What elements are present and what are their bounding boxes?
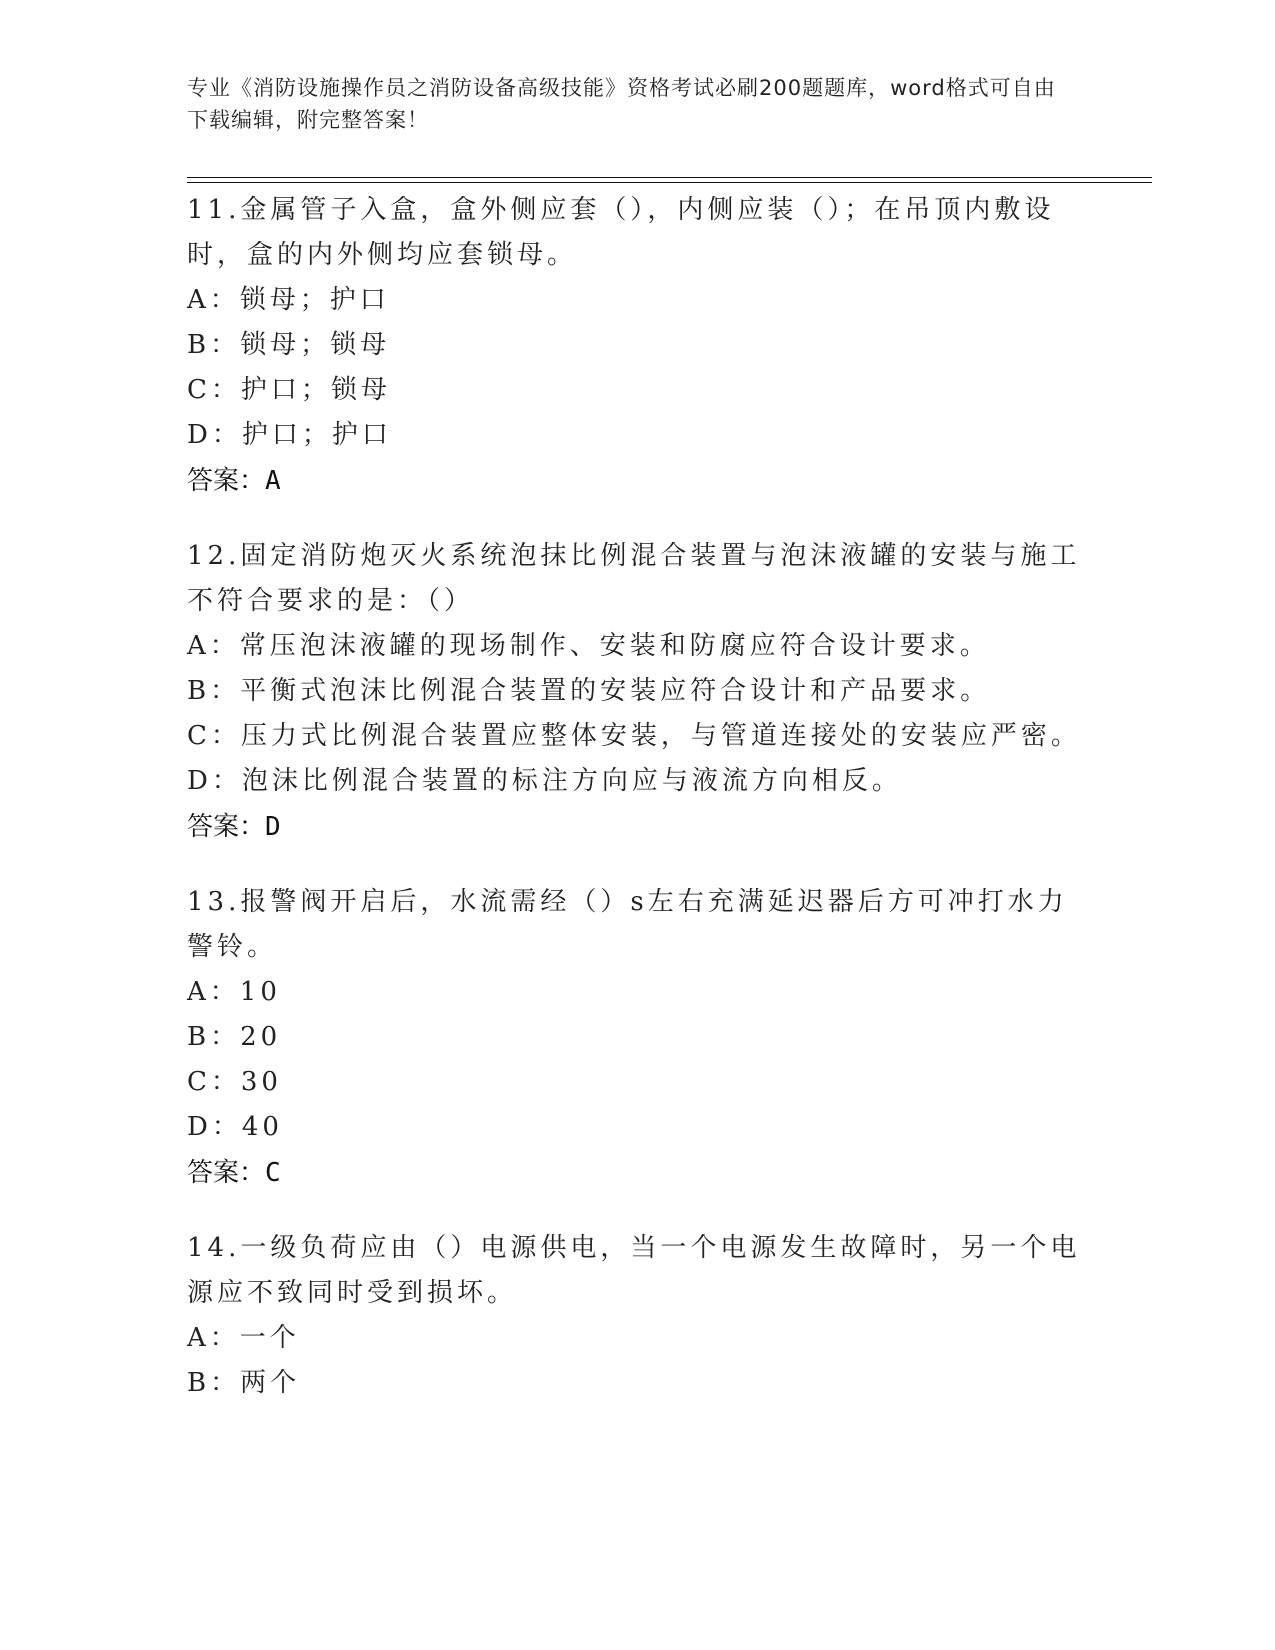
option-c: C：压力式比例混合装置应整体安装，与管道连接处的安装应严密。 bbox=[187, 721, 1081, 751]
question-stem: 11.金属管子入盒，盒外侧应套（），内侧应装（）；在吊顶内敷设时，盒的内外侧均应套锁母。 bbox=[187, 195, 1055, 270]
answer-label: 答案： bbox=[187, 1158, 266, 1188]
option-a: A：常压泡沫液罐的现场制作、安装和防腐应符合设计要求。 bbox=[187, 631, 990, 661]
question-stem: 13.报警阀开启后，水流需经（）s左右充满延迟器后方可冲打水力警铃。 bbox=[187, 887, 1068, 962]
answer-line bbox=[187, 458, 1087, 504]
question-stem: 12.固定消防炮灭火系统泡抹比例混合装置与泡沫液罐的安装与施工不符合要求的是：（） bbox=[187, 541, 1081, 616]
header-rule-top bbox=[187, 177, 1152, 178]
option-d: D：护口；护口 bbox=[187, 420, 392, 450]
question-13 bbox=[187, 880, 1087, 1196]
option-a: A：一个 bbox=[187, 1323, 300, 1353]
answer-value: C bbox=[265, 1158, 281, 1188]
question-14 bbox=[187, 1226, 1087, 1406]
question-12 bbox=[187, 534, 1087, 850]
question-list bbox=[187, 188, 1087, 1436]
option-c: C：30 bbox=[187, 1067, 282, 1097]
option-d: D：40 bbox=[187, 1112, 283, 1142]
answer-label: 答案： bbox=[187, 812, 266, 842]
header-rule-bottom bbox=[187, 182, 1152, 183]
option-b: B：平衡式泡沫比例混合装置的安装应符合设计和产品要求。 bbox=[187, 676, 991, 706]
option-c: C：护口；锁母 bbox=[187, 375, 391, 405]
option-b: B：锁母；锁母 bbox=[187, 330, 391, 360]
option-b: B：两个 bbox=[187, 1368, 301, 1398]
option-a: A：10 bbox=[187, 977, 281, 1007]
option-a: A：锁母；护口 bbox=[187, 285, 390, 315]
document-header: 专业《消防设施操作员之消防设备高级技能》资格考试必刷200题题库，word格式可自由下载编辑，附完整答案！ bbox=[187, 76, 1056, 132]
option-d: D：泡沫比例混合装置的标注方向应与液流方向相反。 bbox=[187, 766, 902, 796]
answer-line bbox=[187, 804, 1087, 850]
answer-label: 答案： bbox=[187, 466, 266, 496]
question-11 bbox=[187, 188, 1087, 504]
option-b: B：20 bbox=[187, 1022, 282, 1052]
answer-line bbox=[187, 1150, 1087, 1196]
answer-value: A bbox=[265, 466, 281, 496]
question-stem: 14.一级负荷应由（）电源供电，当一个电源发生故障时，另一个电源应不致同时受到损坏。 bbox=[187, 1233, 1081, 1308]
answer-value: D bbox=[265, 812, 281, 842]
